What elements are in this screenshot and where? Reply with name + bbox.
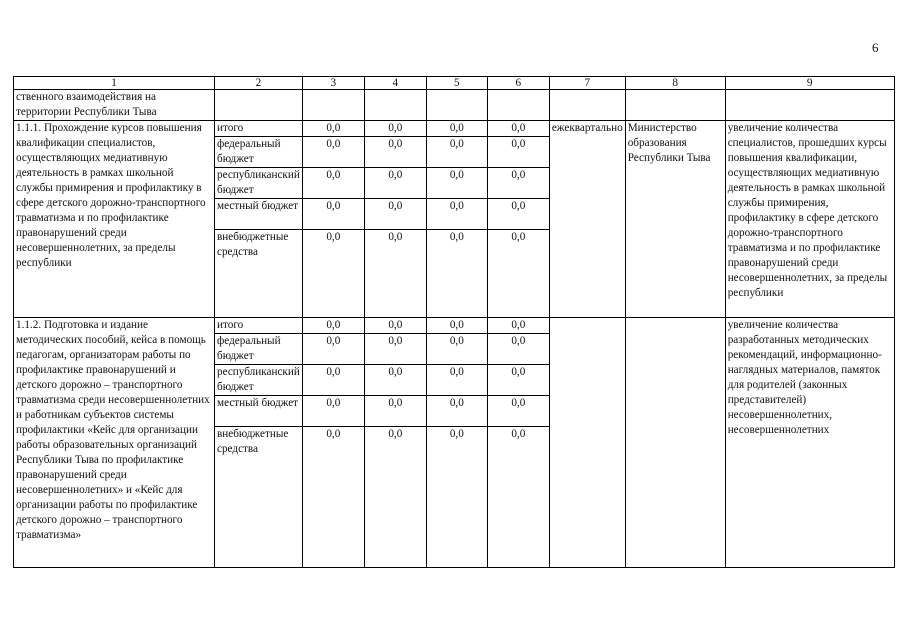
value-cell: 0,0 [427, 334, 487, 365]
value-cell: 0,0 [427, 199, 487, 230]
value-cell: 0,0 [427, 121, 487, 137]
value-cell: 0,0 [427, 365, 487, 396]
value-cell: 0,0 [488, 318, 549, 334]
value-column [487, 121, 549, 318]
value-cell: 0,0 [488, 199, 549, 230]
budget-table [13, 76, 895, 568]
source-label: итого [215, 318, 302, 334]
row-description: 1.1.1. Прохождение курсов повышения квалификации специалистов, осуществляющих медиативную деятельность в рамках школьной службы примирения и профилактику в сфере детского дорожно-транспортного травматизма и по профилактике правонарушений среди несовершеннолетних, за пределы республики [14, 121, 215, 318]
source-label: федеральный бюджет [215, 334, 302, 365]
column-header: 2 [215, 77, 303, 90]
source-label: местный бюджет [215, 199, 302, 230]
value-cell: 0,0 [449, 428, 464, 440]
value-cell: 0,0 [449, 231, 464, 243]
column-header: 6 [487, 77, 549, 90]
column-header: 1 [14, 77, 215, 90]
value-cell: 0,0 [365, 396, 426, 427]
value-cell: 0,0 [303, 318, 364, 334]
source-label: федеральный бюджет [215, 137, 302, 168]
page-number: 6 [872, 40, 879, 55]
source-label: республиканский бюджет [215, 365, 302, 396]
value-cell: 0,0 [365, 121, 426, 137]
executor-cell [625, 318, 725, 568]
value-cell: 0,0 [365, 168, 426, 199]
funding-sources [215, 318, 303, 568]
value-cell: 0,0 [511, 231, 526, 243]
column-header: 4 [364, 77, 426, 90]
value-cell: 0,0 [427, 318, 487, 334]
value-column [426, 121, 487, 318]
column-header: 8 [625, 77, 725, 90]
value-cell: 0,0 [388, 428, 403, 440]
value-cell: 0,0 [365, 137, 426, 168]
value-cell: 0,0 [427, 168, 487, 199]
period-cell: ежеквартально [549, 121, 625, 318]
result-cell: увеличение количества специалистов, прошедших курсы повышения квалификации, осуществляющих медиативную деятельность в рамках школьной службы примирения, профилактику в сфере детского дорожно-транспортного травматизма и по профилактике правонарушений среди несовершеннолетних, за пределы республики [725, 121, 894, 318]
value-cell: 0,0 [488, 168, 549, 199]
value-cell: 0,0 [303, 137, 364, 168]
value-cell: 0,0 [488, 365, 549, 396]
period-cell [549, 318, 625, 568]
value-cell: 0,0 [303, 168, 364, 199]
value-cell: 0,0 [365, 365, 426, 396]
result-cell: увеличение количества разработанных методических рекомендаций, информационно-наглядных материалов, памяток для родителей (законных представителей) несовершеннолетних, несовершеннолетних [725, 318, 894, 568]
continuation-text: ственного взаимодействия на территории Республики Тыва [14, 90, 215, 121]
value-cell: 0,0 [488, 121, 549, 137]
source-label: итого [215, 121, 302, 137]
value-cell: 0,0 [427, 137, 487, 168]
value-column [364, 318, 426, 568]
value-cell: 0,0 [303, 199, 364, 230]
row-description: 1.1.2. Подготовка и издание методических пособий, кейса в помощь педагогам, организаторам работы по профилактике правонарушений и детского дорожно – транспортного травматизма среди несовершеннолетних и работникам субъектов системы профилактики «Кейс для организации работы образовательных организаций Республики Тыва по профилактике правонарушений среди несовершеннолетних» и «Кейс для организации работы по профилактике детского дорожно – транспортного травматизма» [14, 318, 215, 568]
value-column [364, 121, 426, 318]
column-header: 5 [426, 77, 487, 90]
value-cell: 0,0 [365, 318, 426, 334]
column-header: 9 [725, 77, 894, 90]
source-label: местный бюджет [215, 396, 302, 427]
source-label: внебюджетные средства [217, 231, 289, 258]
column-header-row [14, 77, 895, 90]
value-cell: 0,0 [427, 396, 487, 427]
value-cell: 0,0 [488, 334, 549, 365]
value-cell: 0,0 [326, 428, 341, 440]
value-column [487, 318, 549, 568]
value-cell: 0,0 [326, 231, 341, 243]
value-column [302, 121, 364, 318]
column-header: 7 [549, 77, 625, 90]
continuation-row [14, 90, 895, 121]
column-header: 3 [302, 77, 364, 90]
value-cell: 0,0 [511, 428, 526, 440]
source-label: республиканский бюджет [215, 168, 302, 199]
value-cell: 0,0 [303, 121, 364, 137]
value-cell: 0,0 [303, 334, 364, 365]
value-cell: 0,0 [303, 396, 364, 427]
value-column [302, 318, 364, 568]
source-label: внебюджетные средства [217, 428, 289, 455]
table-row [14, 318, 895, 568]
value-column [426, 318, 487, 568]
value-cell: 0,0 [488, 396, 549, 427]
value-cell: 0,0 [303, 365, 364, 396]
funding-sources [215, 121, 303, 318]
table-row [14, 121, 895, 318]
value-cell: 0,0 [365, 199, 426, 230]
value-cell: 0,0 [388, 231, 403, 243]
value-cell: 0,0 [488, 137, 549, 168]
executor-cell: Министерство образования Республики Тыва [625, 121, 725, 318]
value-cell: 0,0 [365, 334, 426, 365]
